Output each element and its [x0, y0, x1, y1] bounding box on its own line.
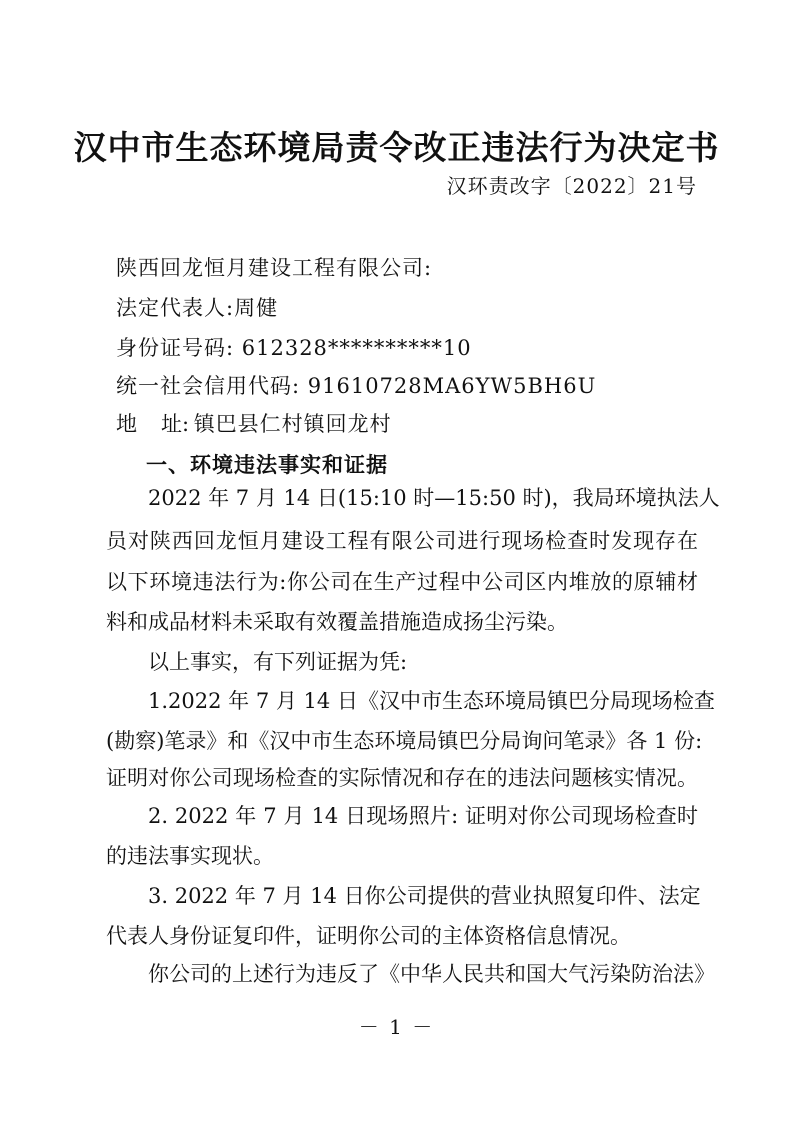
body-line: 2022 年 7 月 14 日(15:10 时—15:50 时)，我局环境执法人: [148, 486, 720, 510]
address-label-char-2: 址:: [161, 412, 190, 436]
party-legal-representative: 法定代表人:周健: [116, 296, 279, 320]
body-line: 以上事实，有下列证据为凭:: [148, 650, 408, 674]
body-line: 员对陕西回龙恒月建设工程有限公司进行现场检查时发现存在: [106, 529, 698, 553]
body-line: 2. 2022 年 7 月 14 日现场照片: 证明对你公司现场检查时: [148, 804, 698, 828]
body-line: 1.2022 年 7 月 14 日《汉中市生态环境局镇巴分局现场检查: [148, 689, 715, 713]
address-label: [116, 408, 190, 440]
body-line: 料和成品材料未采取有效覆盖措施造成扬尘污染。: [106, 610, 568, 634]
body-line: 证明对你公司现场检查的实际情况和存在的违法问题核实情况。: [106, 766, 698, 790]
body-line: 代表人身份证复印件，证明你公司的主体资格信息情况。: [106, 924, 631, 948]
party-company-name: 陕西回龙恒月建设工程有限公司:: [116, 256, 433, 280]
party-address: [116, 408, 392, 440]
body-line: 3. 2022 年 7 月 14 日你公司提供的营业执照复印件、法定: [148, 884, 701, 908]
party-credit-code: 统一社会信用代码: 91610728MA6YW5BH6U: [116, 374, 597, 398]
body-line: (勘察)笔录》和《汉中市生态环境局镇巴分局询问笔录》各 1 份:: [106, 729, 703, 753]
body-line: 以下环境违法行为:你公司在生产过程中公司区内堆放的原辅材: [106, 570, 698, 594]
document-title: 汉中市生态环境局责令改正违法行为决定书: [73, 128, 720, 167]
document-number: 汉环责改字〔2022〕21号: [446, 174, 697, 198]
address-label-char-1: 地: [116, 412, 137, 436]
body-line: 的违法事实现状。: [106, 844, 274, 868]
section-heading-facts: 一、环境违法事实和证据: [146, 453, 388, 477]
party-id-number: 身份证号码: 612328**********10: [116, 336, 472, 360]
address-value: 镇巴县仁村镇回龙村: [193, 412, 392, 436]
body-line: 你公司的上述行为违反了《中华人民共和国大气污染防治法》: [148, 962, 715, 986]
page-number: － 1 －: [358, 1015, 435, 1039]
